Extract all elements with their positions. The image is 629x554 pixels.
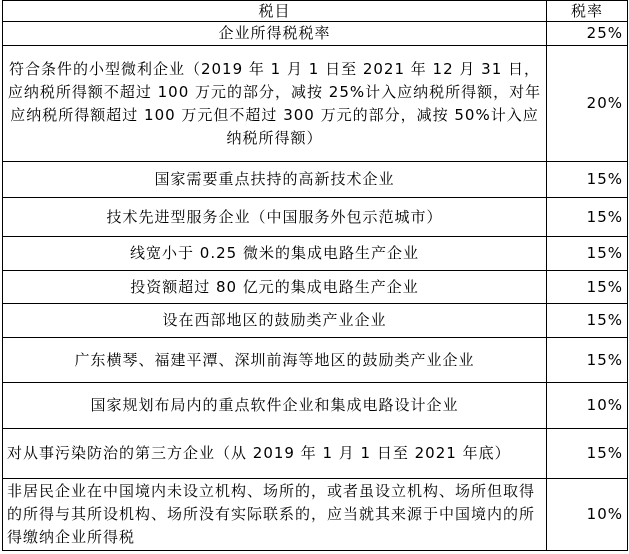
row-item: 国家规划布局内的重点软件企业和集成电路设计企业 [3,383,547,429]
table-row [3,271,628,304]
row-item: 非居民企业在中国境内未设立机构、场所的，或者虽设立机构、场所但取得的所得与其所设机构、场所没有实际联系的，应当就其来源于中国境内的所得缴纳企业所得税 [3,479,547,551]
row-rate: 15% [547,429,628,479]
table-row [3,22,628,46]
row-item: 技术先进型服务企业（中国服务外包示范城市） [3,198,547,237]
row-item: 企业所得税税率 [3,22,547,46]
row-rate: 15% [547,162,628,198]
row-item: 线宽小于 0.25 微米的集成电路生产企业 [3,237,547,271]
row-rate: 15% [547,198,628,237]
table-row [3,338,628,383]
row-item: 广东横琴、福建平潭、深圳前海等地区的鼓励类产业企业 [3,338,547,383]
tax-rate-table [2,0,628,551]
row-rate: 25% [547,22,628,46]
table-row [3,304,628,338]
table-row [3,383,628,429]
row-item: 符合条件的小型微利企业（2019 年 1 月 1 日至 2021 年 12 月 31 日，应纳税所得额不超过 100 万元的部分，减按 25%计入应纳税所得额，对年应纳税所得额超过 100 万元但不超过 300 万元的部分，减按 50%计入应纳税所得额） [3,46,547,162]
row-rate: 10% [547,383,628,429]
row-rate: 15% [547,304,628,338]
row-item: 国家需要重点扶持的高新技术企业 [3,162,547,198]
table-row [3,237,628,271]
header-rate: 税率 [547,1,628,22]
row-rate: 15% [547,237,628,271]
table-row [3,162,628,198]
table-header-row [3,1,628,22]
row-item: 设在西部地区的鼓励类产业企业 [3,304,547,338]
header-item: 税目 [3,1,547,22]
table-row [3,46,628,162]
table-row [3,429,628,479]
row-item: 对从事污染防治的第三方企业（从 2019 年 1 月 1 日至 2021 年底） [3,429,547,479]
row-item: 投资额超过 80 亿元的集成电路生产企业 [3,271,547,304]
row-rate: 20% [547,46,628,162]
row-rate: 15% [547,271,628,304]
row-rate: 15% [547,338,628,383]
table-row [3,479,628,551]
row-rate: 10% [547,479,628,551]
table-row [3,198,628,237]
